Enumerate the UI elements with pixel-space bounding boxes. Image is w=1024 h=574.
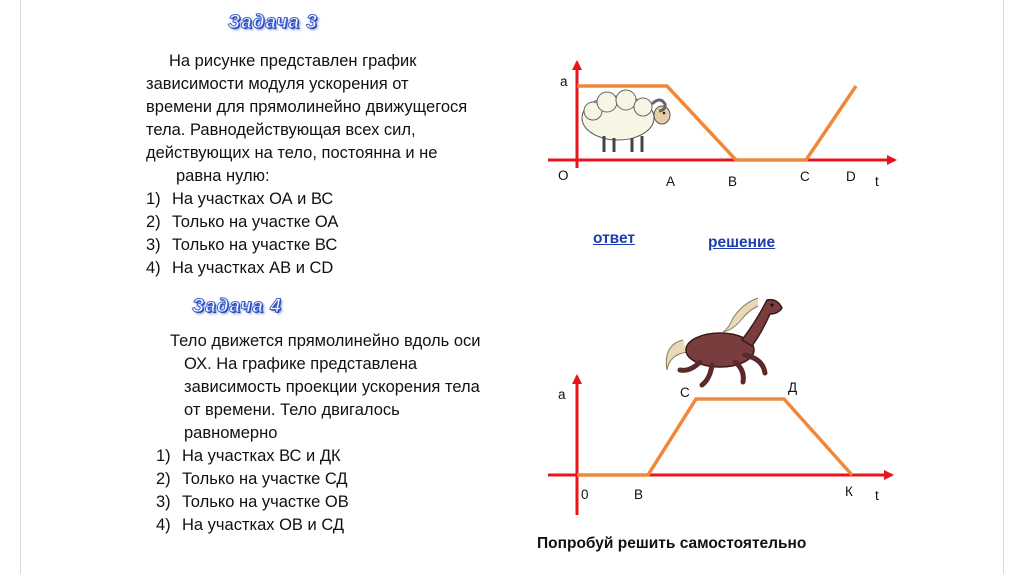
task3-line: зависимости модуля ускорения от [146, 75, 409, 93]
graph1-point-B: B [728, 174, 738, 189]
task4-line: равномерно [184, 424, 278, 442]
task4-line: от времени. Тело двигалось [184, 401, 400, 419]
graph2-point-B: B [634, 487, 644, 502]
task4-line: Тело движется прямолинейно вдоль оси [170, 332, 481, 350]
graph2-curve [577, 399, 852, 475]
graph2-x-label: t [875, 488, 879, 503]
task4-option-2[interactable]: 2) Только на участке СД [156, 470, 348, 488]
horse-icon [666, 298, 782, 385]
graph2-y-label: a [558, 387, 566, 402]
solution-link[interactable]: решение [708, 234, 776, 251]
task4-option-3[interactable]: 3) Только на участке ОВ [156, 493, 349, 511]
graph1-point-C: C [800, 169, 810, 184]
graph1-point-D: D [846, 169, 856, 184]
task3-title: Задача 3 [228, 12, 318, 33]
task3-option-4[interactable]: 4) На участках АВ и CD [146, 259, 334, 277]
graph1-y-label: a [560, 74, 568, 89]
answer-link[interactable]: ответ [593, 230, 636, 247]
task3-option-1[interactable]: 1) На участках ОА и ВС [146, 190, 334, 208]
graph1-point-A: A [666, 174, 676, 189]
graph2-point-K: К [845, 484, 853, 499]
task4-line: зависимость проекции ускорения тела [184, 378, 480, 396]
task3-line: тела. Равнодействующая всех сил, [146, 121, 416, 139]
graph2-point-0: 0 [581, 487, 589, 502]
task4-option-1[interactable]: 1) На участках ВС и ДК [156, 447, 341, 465]
task3-option-3[interactable]: 3) Только на участке ВС [146, 236, 338, 254]
task3-line: времени для прямолинейно движущегося [146, 98, 468, 116]
task3-line: равна нулю: [176, 167, 270, 185]
graph1-point-O: O [558, 168, 569, 183]
task4-option-4[interactable]: 4) На участках ОВ и СД [156, 516, 345, 534]
task4-line: ОХ. На графике представлена [184, 355, 418, 373]
bottom-note: Попробуй решить самостоятельно [537, 535, 807, 552]
sheep-icon [582, 90, 670, 152]
graph2-point-D: Д [788, 380, 798, 395]
task3-line: На рисунке представлен график [169, 52, 417, 70]
task3-option-2[interactable]: 2) Только на участке ОА [146, 213, 339, 231]
graph2-point-C: C [680, 385, 690, 400]
task4-title: Задача 4 [192, 296, 282, 317]
graph1-x-label: t [875, 174, 879, 189]
task3-line: действующих на тело, постоянна и не [146, 144, 438, 162]
